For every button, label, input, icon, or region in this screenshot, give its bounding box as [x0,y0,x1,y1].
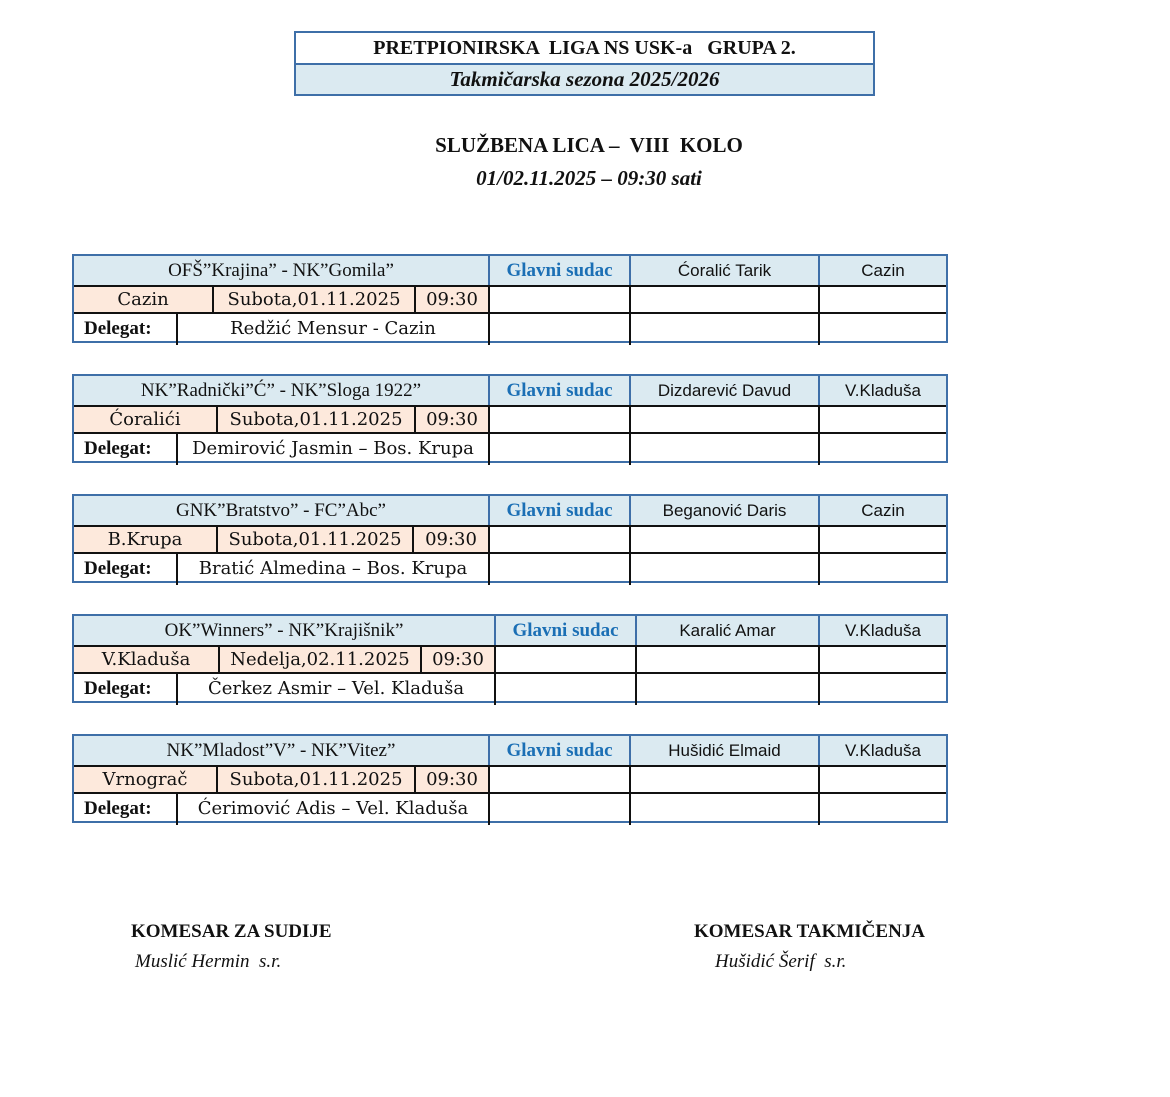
empty-cell [818,554,946,585]
match-venue: B.Krupa [74,527,216,554]
delegate-name: Čerkez Asmir – Vel. Kladuša [176,674,494,705]
empty-cell [818,407,946,434]
league-title: PRETPIONIRSKA LIGA NS USK-a GRUPA 2. [296,33,873,65]
empty-cell [488,554,629,585]
competition-commissioner-title: KOMESAR TAKMIČENJA [694,921,926,942]
empty-cell [635,674,818,705]
empty-cell [818,767,946,794]
empty-cell [488,794,629,825]
referee-label: Glavni sudac [488,256,629,285]
delegate-name: Bratić Almedina – Bos. Krupa [176,554,488,585]
referee-city: Cazin [818,256,946,285]
empty-cell [629,527,818,554]
empty-cell [818,527,946,554]
round-title: SLUŽBENA LICA – VIII KOLO [435,133,743,157]
match-date: Subota,01.11.2025 [212,287,414,314]
delegate-label: Delegat: [84,558,152,579]
referee-city: V.Kladuša [818,616,946,645]
empty-cell [629,767,818,794]
empty-cell [494,647,635,674]
referee-label: Glavni sudac [488,736,629,765]
delegate-label: Delegat: [84,318,152,339]
empty-cell [629,554,818,585]
match-table [72,254,948,343]
empty-cell [488,767,629,794]
referee-commissioner-name: Muslić Hermin s.r. [135,951,282,972]
empty-cell [488,407,629,434]
match-date: Subota,01.11.2025 [216,527,412,554]
match-table [72,734,948,823]
empty-cell [488,287,629,314]
empty-cell [629,287,818,314]
match-teams: OFŠ”Krajina” - NK”Gomila” [74,256,488,285]
delegate-name: Redžić Mensur - Cazin [176,314,488,345]
empty-cell [629,407,818,434]
referee-name: Beganović Daris [629,496,818,525]
empty-cell [488,434,629,465]
competition-commissioner-name: Hušidić Šerif s.r. [715,951,847,972]
delegate-name: Ćerimović Adis – Vel. Kladuša [176,794,488,825]
match-venue: Vrnograč [74,767,216,794]
match-time: 09:30 [414,767,488,794]
empty-cell [629,434,818,465]
empty-cell [629,794,818,825]
match-date: Nedelja,02.11.2025 [218,647,420,674]
season-title: Takmičarska sezona 2025/2026 [296,65,873,94]
match-table [72,494,948,583]
empty-cell [494,674,635,705]
match-time: 09:30 [420,647,494,674]
empty-cell [488,314,629,345]
match-teams: OK”Winners” - NK”Krajišnik” [74,616,494,645]
empty-cell [818,674,946,705]
match-time: 09:30 [414,407,488,434]
referee-name: Ćoralić Tarik [629,256,818,285]
delegate-name: Demirović Jasmin – Bos. Krupa [176,434,488,465]
match-venue: Ćoralići [74,407,216,434]
referee-city: V.Kladuša [818,736,946,765]
empty-cell [818,647,946,674]
empty-cell [635,647,818,674]
match-date: Subota,01.11.2025 [216,407,414,434]
empty-cell [818,314,946,345]
referee-commissioner-title: KOMESAR ZA SUDIJE [131,921,332,942]
referee-name: Dizdarević Davud [629,376,818,405]
match-venue: V.Kladuša [74,647,218,674]
delegate-label: Delegat: [84,678,152,699]
referee-label: Glavni sudac [494,616,635,645]
match-date: Subota,01.11.2025 [216,767,414,794]
match-teams: GNK”Bratstvo” - FC”Abc” [74,496,488,525]
match-table [72,374,948,463]
empty-cell [818,434,946,465]
match-teams: NK”Radnički”Ć” - NK”Sloga 1922” [74,376,488,405]
empty-cell [629,314,818,345]
match-time: 09:30 [414,287,488,314]
match-table [72,614,948,703]
empty-cell [818,287,946,314]
league-title-box [294,31,875,96]
match-teams: NK”Mladost”V” - NK”Vitez” [74,736,488,765]
delegate-label: Delegat: [84,438,152,459]
delegate-label: Delegat: [84,798,152,819]
referee-label: Glavni sudac [488,496,629,525]
match-time: 09:30 [412,527,488,554]
referee-label: Glavni sudac [488,376,629,405]
referee-city: V.Kladuša [818,376,946,405]
referee-city: Cazin [818,496,946,525]
referee-name: Karalić Amar [635,616,818,645]
match-venue: Cazin [74,287,212,314]
empty-cell [818,794,946,825]
referee-name: Hušidić Elmaid [629,736,818,765]
empty-cell [488,527,629,554]
round-datetime: 01/02.11.2025 – 09:30 sati [476,166,702,190]
